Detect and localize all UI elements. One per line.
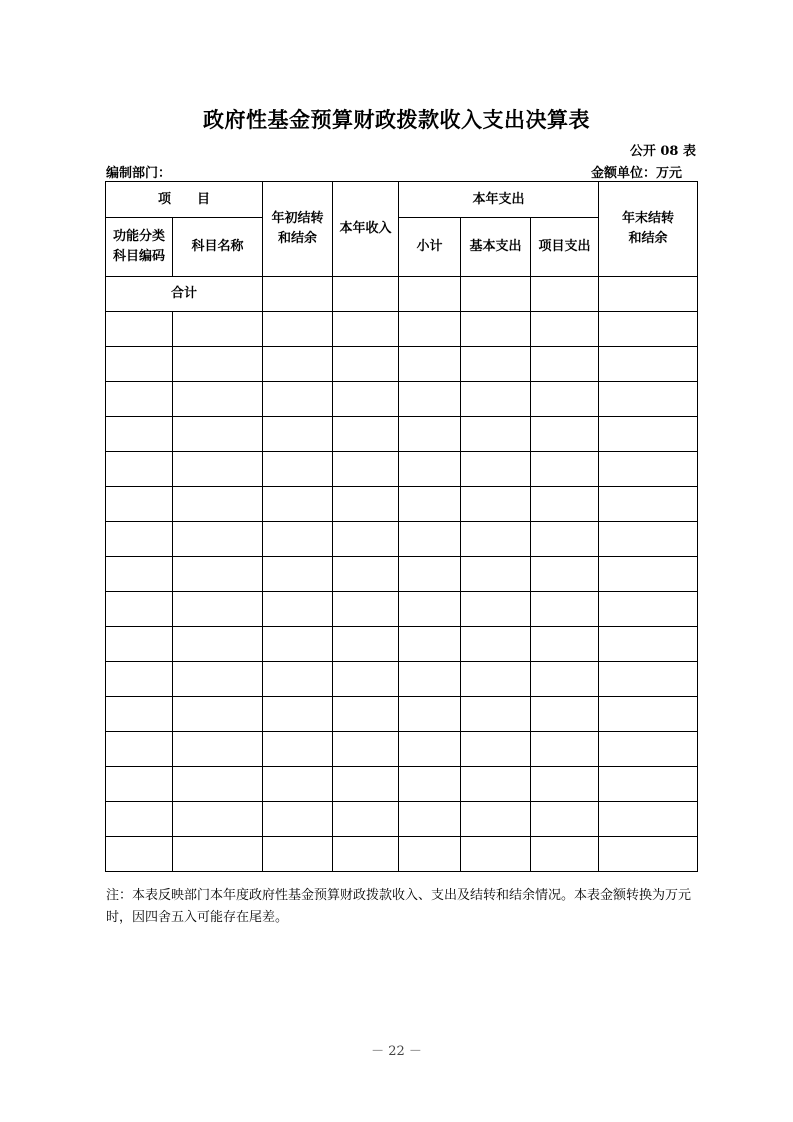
table-cell [461,557,531,592]
total-label: 合计 [106,277,263,312]
table-cell [333,312,399,347]
table-cell [263,802,333,837]
table-cell [333,627,399,662]
income-header: 本年收入 [333,182,399,277]
table-cell [599,452,698,487]
table-cell [599,662,698,697]
table-cell [263,347,333,382]
table-cell [531,487,599,522]
func-class-header [106,218,173,277]
table-cell [599,837,698,872]
func-class-header-line1: 功能分类 [112,229,165,244]
total-cell [531,277,599,312]
end-balance-header-line2: 和结余 [628,231,668,246]
table-cell [106,732,173,767]
table-cell [531,802,599,837]
table-cell [531,347,599,382]
table-cell [173,592,263,627]
func-class-header-line2: 科目编码 [112,249,165,264]
table-row [106,662,698,697]
table-row [106,452,698,487]
table-cell [461,487,531,522]
table-cell [173,837,263,872]
table-cell [531,767,599,802]
table-cell [173,662,263,697]
table-cell [333,662,399,697]
table-cell [599,767,698,802]
table-cell [531,522,599,557]
table-cell [173,802,263,837]
table-cell [333,802,399,837]
table-cell [333,452,399,487]
table-cell [461,417,531,452]
table-cell [333,767,399,802]
table-cell [461,452,531,487]
table-cell [531,697,599,732]
table-cell [399,697,461,732]
page-number: － 22 － [371,1044,422,1059]
table-cell [461,662,531,697]
table-cell [106,312,173,347]
table-cell [399,557,461,592]
table-cell [599,312,698,347]
table-cell [599,802,698,837]
table-cell [531,452,599,487]
table-cell [599,627,698,662]
header-row-1 [106,182,698,218]
table-cell [599,347,698,382]
total-cell [599,277,698,312]
table-cell [263,837,333,872]
expense-header: 本年支出 [399,182,599,218]
table-cell [106,452,173,487]
table-cell [531,417,599,452]
table-row [106,347,698,382]
total-row [106,277,698,312]
table-cell [106,592,173,627]
table-cell [263,627,333,662]
budget-table [105,181,698,872]
table-cell [333,347,399,382]
table-cell [173,697,263,732]
table-cell [333,487,399,522]
table-cell [531,592,599,627]
table-cell [106,347,173,382]
table-cell [399,487,461,522]
table-cell [531,382,599,417]
department-label: 编制部门： [106,166,172,181]
table-cell [106,487,173,522]
table-cell [461,522,531,557]
table-cell [333,697,399,732]
table-row [106,697,698,732]
table-cell [461,697,531,732]
table-cell [461,767,531,802]
table-cell [173,522,263,557]
table-cell [461,312,531,347]
table-cell [399,382,461,417]
table-cell [399,732,461,767]
table-cell [399,417,461,452]
table-cell [173,347,263,382]
begin-balance-header [263,182,333,277]
subtotal-header: 小计 [399,218,461,277]
table-cell [173,767,263,802]
table-row [106,802,698,837]
table-cell [333,522,399,557]
table-cell [173,557,263,592]
table-cell [106,802,173,837]
begin-balance-header-line2: 和结余 [278,231,318,246]
table-cell [263,662,333,697]
table-cell [531,662,599,697]
table-cell [173,312,263,347]
table-cell [333,592,399,627]
table-cell [106,417,173,452]
amount-unit-label: 金额单位：万元 [590,166,682,181]
table-cell [263,522,333,557]
table-row [106,417,698,452]
footnote: 注：本表反映部门本年度政府性基金预算财政拨款收入、支出及结转和结余情况。本表金额转换为万元时，因四舍五入可能存在尾差。 [106,888,692,925]
table-cell [263,697,333,732]
table-row [106,522,698,557]
table-cell [531,732,599,767]
begin-balance-header-line1: 年初结转 [271,211,324,226]
table-cell [263,452,333,487]
table-row [106,382,698,417]
table-cell [106,557,173,592]
total-cell [263,277,333,312]
table-cell [531,312,599,347]
table-cell [173,627,263,662]
table-cell [263,557,333,592]
table-cell [599,487,698,522]
table-row [106,767,698,802]
table-cell [399,312,461,347]
table-cell [399,452,461,487]
table-cell [263,382,333,417]
table-cell [263,592,333,627]
table-row [106,837,698,872]
table-cell [399,802,461,837]
total-cell [461,277,531,312]
table-cell [399,627,461,662]
table-cell [461,347,531,382]
table-cell [399,767,461,802]
table-cell [461,627,531,662]
table-cell [599,417,698,452]
table-cell [333,837,399,872]
table-cell [106,382,173,417]
table-row [106,732,698,767]
table-row [106,312,698,347]
table-cell [263,732,333,767]
table-row [106,627,698,662]
table-cell [399,592,461,627]
table-cell [399,522,461,557]
table-row [106,557,698,592]
total-cell [399,277,461,312]
table-cell [106,627,173,662]
table-cell [106,697,173,732]
table-cell [263,417,333,452]
item-header: 项 目 [106,182,263,218]
table-cell [399,837,461,872]
table-cell [599,557,698,592]
table-cell [599,697,698,732]
table-cell [333,732,399,767]
table-cell [106,837,173,872]
table-cell [106,522,173,557]
table-cell [173,732,263,767]
table-cell [173,452,263,487]
table-cell [173,417,263,452]
table-cell [461,837,531,872]
form-number: 公开 08 表 [629,144,696,159]
table-cell [106,662,173,697]
end-balance-header [599,182,698,277]
table-cell [263,767,333,802]
table-cell [263,312,333,347]
table-cell [461,592,531,627]
table-cell [333,382,399,417]
table-cell [599,522,698,557]
table-cell [599,382,698,417]
table-cell [531,837,599,872]
table-cell [173,382,263,417]
table-cell [263,487,333,522]
document-title: 政府性基金预算财政拨款收入支出决算表 [203,107,590,132]
project-expense-header: 项目支出 [531,218,599,277]
total-cell [333,277,399,312]
subject-name-header: 科目名称 [173,218,263,277]
table-cell [531,557,599,592]
table-cell [461,732,531,767]
table-cell [333,417,399,452]
table-row [106,592,698,627]
end-balance-header-line1: 年末结转 [622,211,675,226]
table-cell [173,487,263,522]
basic-expense-header: 基本支出 [461,218,531,277]
table-cell [333,557,399,592]
table-cell [461,382,531,417]
table-cell [106,767,173,802]
table-cell [599,732,698,767]
table-cell [399,662,461,697]
table-row [106,487,698,522]
table-cell [399,347,461,382]
table-cell [599,592,698,627]
table-cell [461,802,531,837]
table-cell [531,627,599,662]
